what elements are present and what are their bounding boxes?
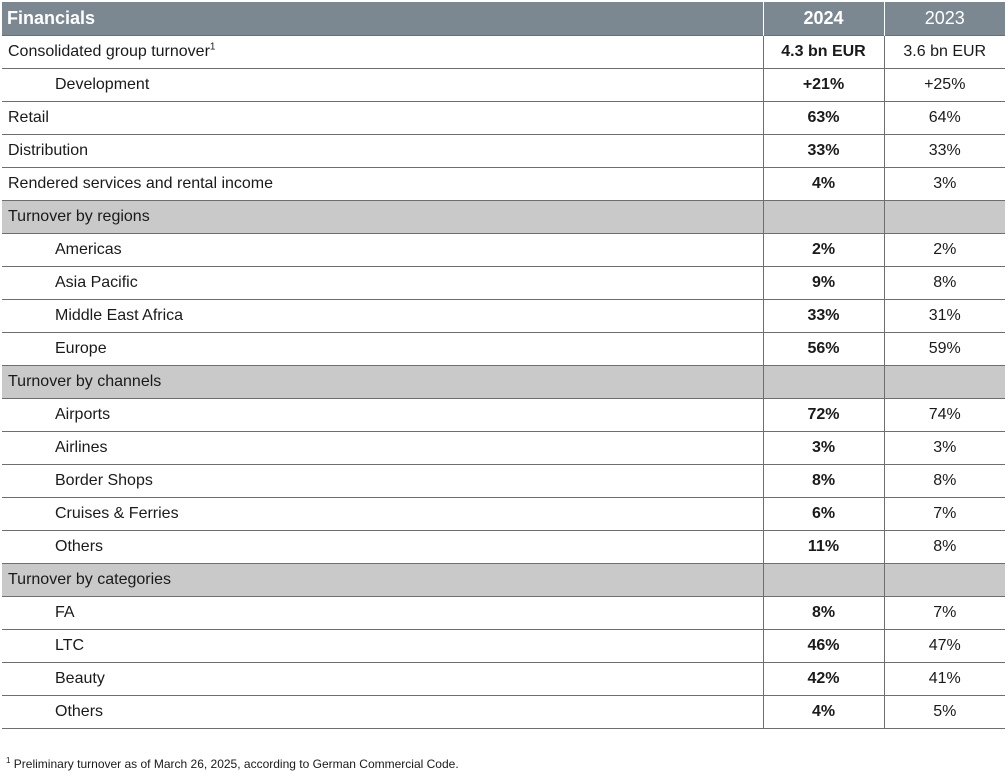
row-label-text: Turnover by channels	[8, 373, 162, 390]
table-row	[2, 696, 1005, 729]
value-2024	[763, 564, 884, 597]
table-row	[2, 300, 1005, 333]
table-row	[2, 102, 1005, 135]
value-2023: 3%	[884, 432, 1005, 465]
footnote	[6, 757, 459, 771]
row-label-text: Consolidated group turnover	[8, 43, 210, 60]
row-label	[2, 696, 763, 729]
section-header-row	[2, 201, 1005, 234]
value-2023	[884, 564, 1005, 597]
table-row	[2, 630, 1005, 663]
table-row	[2, 663, 1005, 696]
table-header-row	[2, 2, 1005, 36]
table-title: Financials	[2, 2, 763, 36]
row-label	[2, 102, 763, 135]
row-label-text: Beauty	[55, 670, 105, 687]
value-2024	[763, 201, 884, 234]
table-row	[2, 234, 1005, 267]
financials-table-container	[2, 2, 1005, 729]
value-2024: 6%	[763, 498, 884, 531]
value-2024: 42%	[763, 663, 884, 696]
row-label	[2, 465, 763, 498]
value-2024: 46%	[763, 630, 884, 663]
value-2024: 11%	[763, 531, 884, 564]
value-2024: 33%	[763, 135, 884, 168]
value-2024: 63%	[763, 102, 884, 135]
value-2023: 41%	[884, 663, 1005, 696]
value-2023	[884, 366, 1005, 399]
table-row	[2, 498, 1005, 531]
value-2024	[763, 366, 884, 399]
column-header-2023: 2023	[884, 2, 1005, 36]
table-row	[2, 597, 1005, 630]
row-label-text: Others	[55, 538, 104, 555]
row-label	[2, 135, 763, 168]
value-2023: 31%	[884, 300, 1005, 333]
section-header-row	[2, 366, 1005, 399]
row-label	[2, 168, 763, 201]
value-2024: 4%	[763, 696, 884, 729]
footnote-text: Preliminary turnover as of March 26, 2025, according to German Commercial Code.	[13, 757, 459, 771]
value-2024: 72%	[763, 399, 884, 432]
value-2024: 8%	[763, 597, 884, 630]
row-label-text: Retail	[8, 109, 49, 126]
value-2023: 5%	[884, 696, 1005, 729]
row-label-text: Asia Pacific	[55, 274, 138, 291]
row-label-text: Americas	[55, 241, 122, 258]
value-2023: 2%	[884, 234, 1005, 267]
value-2023: 59%	[884, 333, 1005, 366]
row-label	[2, 36, 763, 69]
row-label-text: Border Shops	[55, 472, 153, 489]
row-label	[2, 333, 763, 366]
column-header-2024: 2024	[763, 2, 884, 36]
table-row	[2, 69, 1005, 102]
value-2024: 4.3 bn EUR	[763, 36, 884, 69]
value-2024: +21%	[763, 69, 884, 102]
row-label	[2, 267, 763, 300]
table-row	[2, 333, 1005, 366]
footnote-marker: 1	[6, 756, 11, 765]
value-2023: 8%	[884, 267, 1005, 300]
row-label-text: Europe	[55, 340, 107, 357]
value-2023: 3.6 bn EUR	[884, 36, 1005, 69]
row-label-text: Middle East Africa	[55, 307, 184, 324]
table-row	[2, 36, 1005, 69]
row-label-text: Others	[55, 703, 104, 720]
value-2024: 8%	[763, 465, 884, 498]
value-2023: 74%	[884, 399, 1005, 432]
row-label	[2, 630, 763, 663]
row-label	[2, 663, 763, 696]
table-row	[2, 399, 1005, 432]
table-row	[2, 168, 1005, 201]
section-label	[2, 564, 763, 597]
value-2024: 4%	[763, 168, 884, 201]
value-2023: 7%	[884, 597, 1005, 630]
table-row	[2, 432, 1005, 465]
value-2023: +25%	[884, 69, 1005, 102]
value-2023: 8%	[884, 531, 1005, 564]
value-2023: 3%	[884, 168, 1005, 201]
value-2024: 9%	[763, 267, 884, 300]
table-body	[2, 36, 1005, 729]
value-2023: 64%	[884, 102, 1005, 135]
table-row	[2, 267, 1005, 300]
row-label	[2, 597, 763, 630]
value-2023: 47%	[884, 630, 1005, 663]
value-2023: 7%	[884, 498, 1005, 531]
row-label	[2, 300, 763, 333]
row-label-text: Airlines	[55, 439, 108, 456]
row-label-text: Turnover by regions	[8, 208, 150, 225]
row-label	[2, 69, 763, 102]
row-label	[2, 498, 763, 531]
row-label-text: Rendered services and rental income	[8, 175, 274, 192]
row-label-text: Cruises & Ferries	[55, 505, 179, 522]
row-label	[2, 432, 763, 465]
footnote-reference: 1	[209, 41, 216, 53]
value-2023: 8%	[884, 465, 1005, 498]
value-2024: 3%	[763, 432, 884, 465]
section-header-row	[2, 564, 1005, 597]
value-2024: 2%	[763, 234, 884, 267]
table-row	[2, 135, 1005, 168]
row-label-text: Airports	[55, 406, 111, 423]
section-label	[2, 366, 763, 399]
row-label	[2, 399, 763, 432]
table-row	[2, 531, 1005, 564]
row-label	[2, 531, 763, 564]
row-label-text: Turnover by categories	[8, 571, 172, 588]
row-label	[2, 234, 763, 267]
financials-table	[2, 2, 1005, 729]
row-label-text: LTC	[55, 637, 85, 654]
row-label-text: FA	[55, 604, 75, 621]
row-label-text: Distribution	[8, 142, 89, 159]
value-2023: 33%	[884, 135, 1005, 168]
row-label-text: Development	[55, 76, 150, 93]
value-2024: 33%	[763, 300, 884, 333]
section-label	[2, 201, 763, 234]
value-2023	[884, 201, 1005, 234]
value-2024: 56%	[763, 333, 884, 366]
table-row	[2, 465, 1005, 498]
